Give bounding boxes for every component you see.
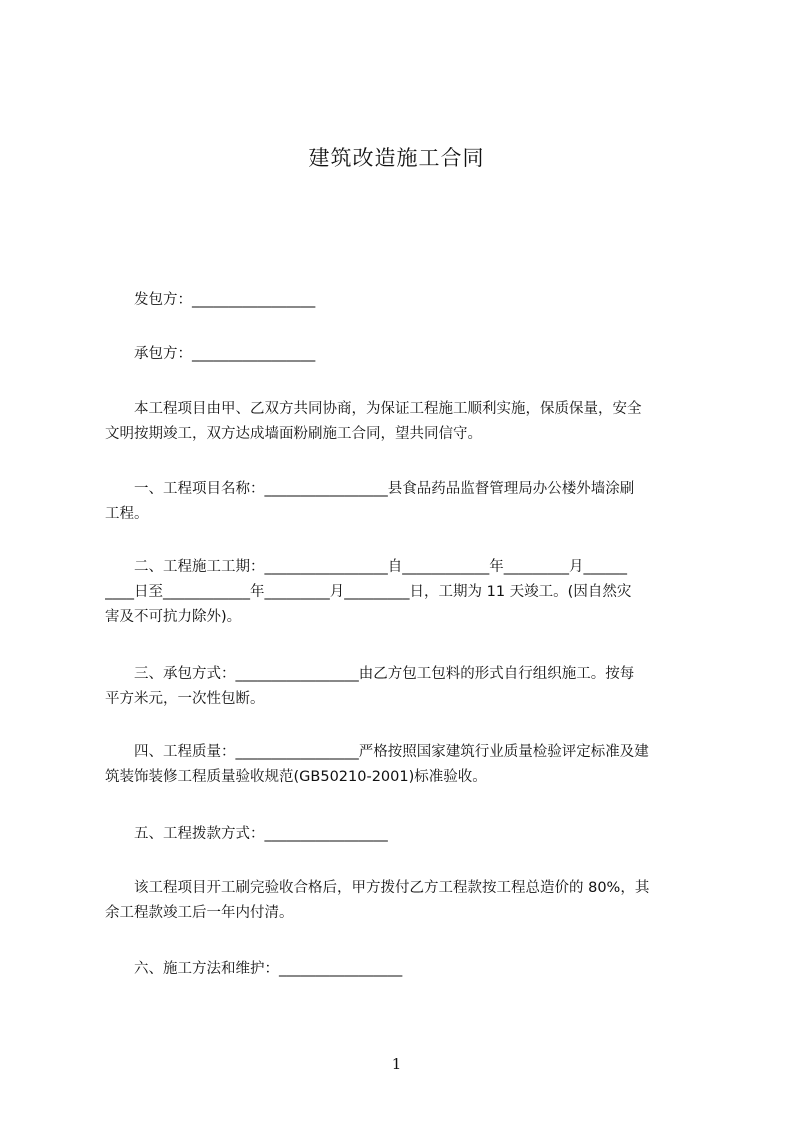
text-line: 六、施工方法和维护：_________________ <box>105 961 403 977</box>
text-line: 平方米元，一次性包断。 <box>105 691 265 707</box>
paragraph-clause-2-construction-period <box>105 555 701 630</box>
paragraph-clause-4-quality <box>105 740 701 790</box>
paragraph-payment-terms <box>105 876 701 926</box>
text-line: 承包方：_________________ <box>105 346 316 362</box>
text-line: 文明按期竣工，双方达成墙面粉刷施工合同，望共同信守。 <box>105 426 482 442</box>
text-line: 发包方：_________________ <box>105 292 316 308</box>
text-line: 余工程款竣工后一年内付清。 <box>105 905 294 921</box>
paragraph-clause-3-contract-method <box>105 662 701 712</box>
text-line: 一、工程项目名称：_________________县食品药品监督管理局办公楼外墙涂刷 <box>105 481 635 497</box>
text-line: 三、承包方式：_________________由乙方包工包料的形式自行组织施工。按每 <box>105 666 635 682</box>
text-line: 四、工程质量：_________________严格按照国家建筑行业质量检验评定标准及建 <box>105 744 649 760</box>
text-line: 五、工程拨款方式：_________________ <box>105 826 388 842</box>
paragraph-clause-6-method-maintenance <box>105 957 701 982</box>
paragraph-clause-1-project-name <box>105 477 701 527</box>
paragraph-contractor-party-b <box>105 342 701 367</box>
text-line: 工程。 <box>105 506 149 522</box>
text-line: 二、工程施工工期：_________________自____________年_________月______ <box>105 559 627 575</box>
text-line: 本工程项目由甲、乙双方共同协商，为保证工程施工顺利实施，保质保量，安全 <box>105 401 642 417</box>
page-number: 1 <box>391 1055 402 1073</box>
paragraph-clause-5-payment <box>105 822 701 847</box>
text-line: ____日至____________年_________月_________日，工期为 11 天竣工。(因自然灾 <box>105 584 632 600</box>
document-title: 建筑改造施工合同 <box>308 146 485 170</box>
text-line: 该工程项目开工刷完验收合格后，甲方拨付乙方工程款按工程总造价的 80%，其 <box>105 880 650 896</box>
paragraph-contractor-party-a <box>105 288 701 313</box>
text-line: 筑装饰装修工程质量验收规范(GB50210-2001)标准验收。 <box>105 769 487 785</box>
paragraph-preamble <box>105 397 701 447</box>
text-line: 害及不可抗力除外)。 <box>105 609 242 625</box>
